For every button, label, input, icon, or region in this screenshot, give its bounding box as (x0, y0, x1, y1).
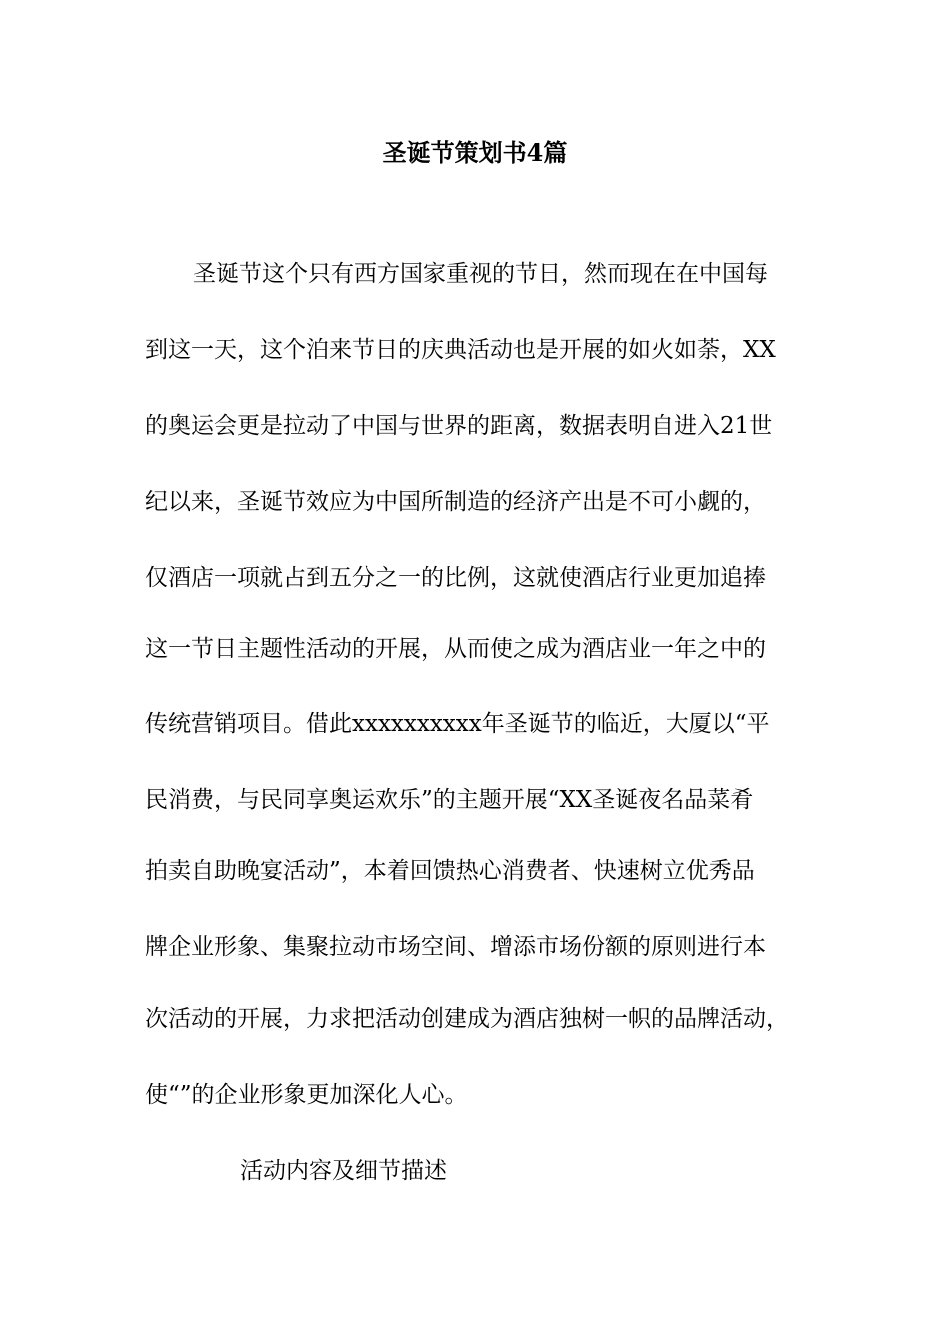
section-subheading: 活动内容及细节描述 (240, 1158, 447, 1184)
paragraph-line: 仅酒店一项就占到五分之一的比例，这就使酒店行业更加追捧 (145, 565, 766, 591)
paragraph-line: 到这一天，这个泊来节日的庆典活动也是开展的如火如荼，XX (145, 337, 776, 363)
paragraph-line: 这一节日主题性活动的开展，从而使之成为酒店业一年之中的 (145, 636, 766, 662)
paragraph-line: 牌企业形象、集聚拉动市场空间、增添市场份额的原则进行本 (145, 934, 766, 960)
paragraph-line: 民消费，与民同享奥运欢乐”的主题开展“XX圣诞夜名品菜肴 (145, 787, 754, 813)
paragraph-line: 纪以来，圣诞节效应为中国所制造的经济产出是不可小觑的， (145, 489, 766, 515)
paragraph-line: 使“”的企业形象更加深化人心。 (145, 1082, 468, 1108)
document-title: 圣诞节策划书4篇 (382, 138, 568, 167)
paragraph-line: 拍卖自助晚宴活动”，本着回馈热心消费者、快速树立优秀品 (145, 858, 755, 884)
paragraph-line: 圣诞节这个只有西方国家重视的节日，然而现在在中国每 (193, 261, 768, 287)
paragraph-line: 传统营销项目。借此xxxxxxxxxx年圣诞节的临近，大厦以“平 (145, 711, 770, 737)
paragraph-line: 次活动的开展，力求把活动创建成为酒店独树一帜的品牌活动， (145, 1006, 789, 1032)
paragraph-line: 的奥运会更是拉动了中国与世界的距离，数据表明自进入21世 (145, 413, 773, 439)
